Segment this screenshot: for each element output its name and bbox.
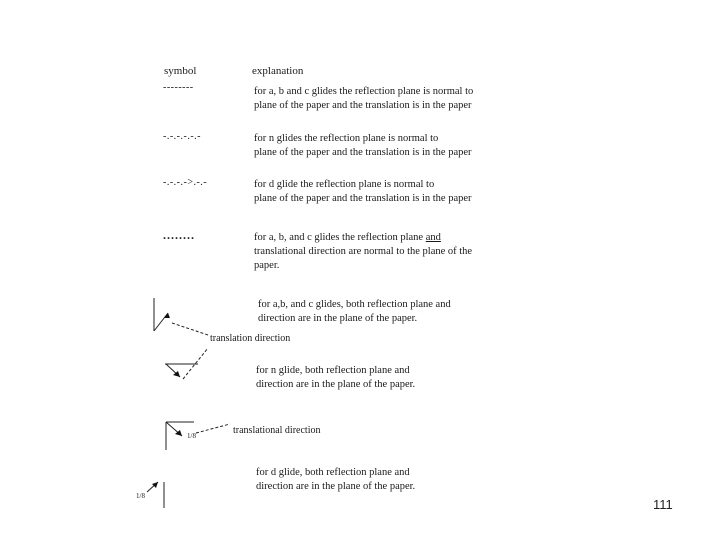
abc-inplane-explanation: for a,b, and c glides, both reflection plane and direction are in the plane of the paper. — [258, 299, 451, 324]
dotted-glide-explanation: for a, b, and c glides the reflection plane and translational direction are normal to the plane of the paper. — [254, 232, 473, 271]
abc-glide-explanation: for a, b and c glides the reflection plane is normal to plane of the paper and the translation is in the paper — [254, 86, 474, 111]
d-glide-arrow-symbol: -.-.-.->.-.- — [163, 177, 208, 188]
translational-direction-label: translational direction — [233, 425, 321, 436]
explanation-column-header: explanation — [252, 65, 304, 77]
d-glide-fraction-label-2: 1/8 — [136, 492, 145, 500]
d-glide-explanation: for d glide the reflection plane is normal to plane of the paper and the translation is in the paper — [254, 179, 472, 204]
symbol-column-header: symbol — [164, 65, 197, 77]
translation-direction-label: translation direction — [210, 333, 291, 344]
abc-glide-dashed-symbol: -------- — [163, 82, 194, 93]
dotted-glide-symbol: ........ — [163, 228, 195, 242]
translation-direction-callout-line — [172, 323, 208, 335]
n-inplane-explanation: for n glide, both reflection plane and direction are in the plane of the paper. — [256, 365, 416, 390]
d-inplane-explanation: for d glide, both reflection plane and direction are in the plane of the paper. — [256, 467, 416, 492]
n-glide-dotdash-symbol: -.-.-.-.-.- — [163, 131, 201, 142]
translational-direction-callout-line — [196, 424, 230, 433]
d-glide-fraction-label: 1/8 — [187, 432, 196, 440]
n-glide-explanation: for n glides the reflection plane is normal to plane of the paper and the translation is in the paper — [254, 133, 472, 158]
page-number: 111 — [653, 497, 673, 512]
